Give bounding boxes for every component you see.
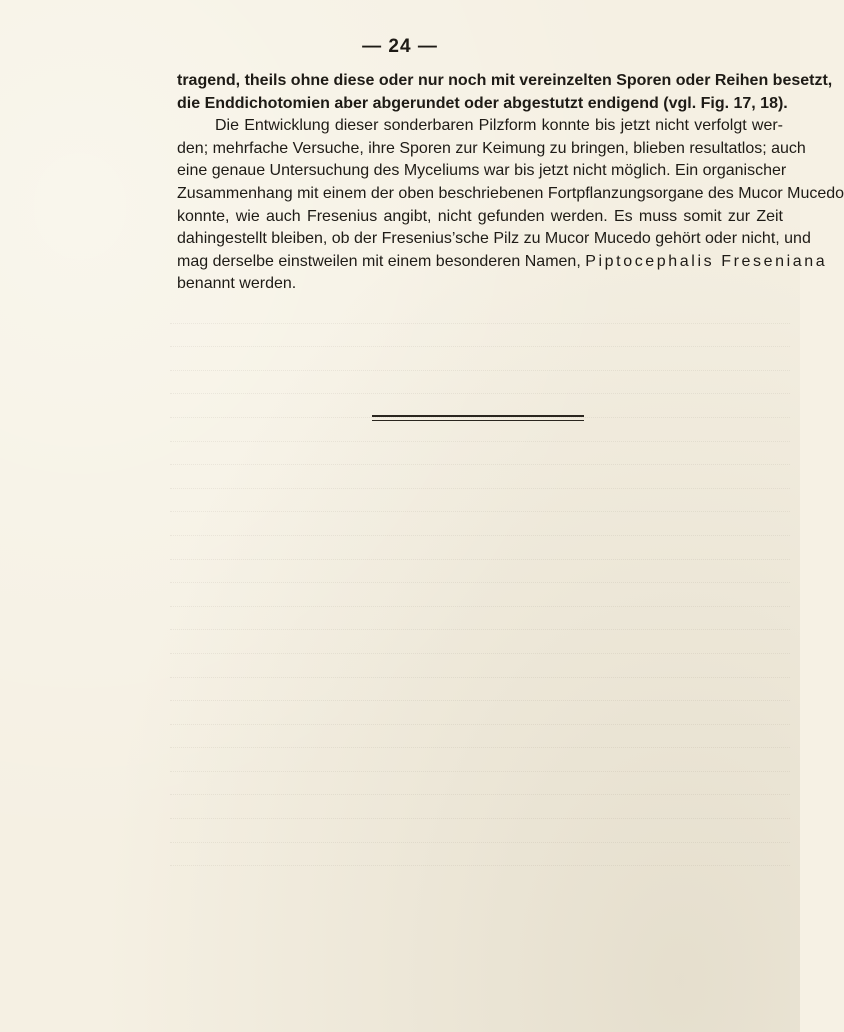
text-line: eine genaue Untersuchung des Myceliums war bis jetzt nicht möglich. Ein organischer: [177, 162, 787, 180]
body-text: [177, 70, 844, 296]
divider-rule-thin: [372, 420, 584, 421]
text-line: die Enddichotomien aber abgerundet oder abgestutzt endigend (vgl. Fig. 17, 18).: [177, 94, 788, 112]
page-number: — 24 —: [362, 36, 438, 57]
text-line: den; mehrfache Versuche, ihre Sporen zur Keimung zu bringen, blieben resultatlos; auch: [177, 139, 806, 157]
text-line: Zusammenhang mit einem der oben beschriebenen Fortpflanzungsorgane des Mucor Mucedo: [177, 184, 844, 202]
show-through-texture: [170, 300, 790, 860]
divider-rule-thick: [372, 415, 584, 417]
text-line: benannt werden.: [177, 275, 297, 293]
text-line: tragend, theils ohne diese oder nur noch mit vereinzelten Sporen oder Reihen besetzt,: [177, 72, 833, 89]
text-line: Die Entwicklung dieser sonderbaren Pilzform konnte bis jetzt nicht verfolgt wer-: [215, 117, 783, 135]
text-line: konnte, wie auch Fresenius angibt, nicht gefunden werden. Es muss somit zur Zeit: [177, 207, 783, 225]
text-line-prefix: mag derselbe einstweilen mit einem besonderen Namen,: [177, 252, 581, 270]
text-line-with-species: [177, 251, 828, 274]
species-name: Piptocephalis Freseniana: [585, 252, 828, 270]
section-divider: [372, 415, 584, 421]
text-line: dahingestellt bleiben, ob der Fresenius’sche Pilz zu Mucor Mucedo gehört oder nicht, und: [177, 230, 811, 248]
